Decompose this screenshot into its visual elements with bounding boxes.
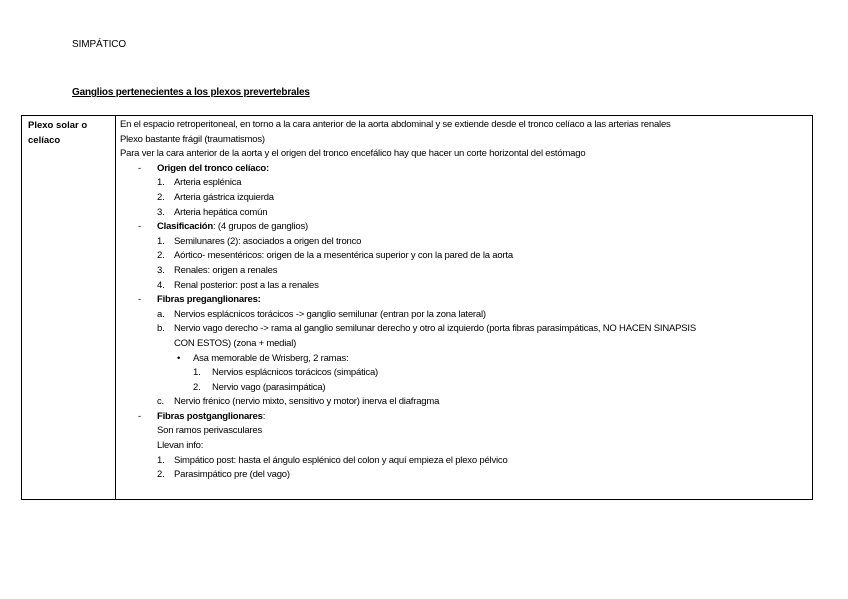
- list-letter: b.: [157, 323, 165, 335]
- list-item: [120, 206, 810, 221]
- paragraph-line: Son ramos perivasculares: [157, 425, 263, 437]
- list-item: [120, 468, 810, 483]
- list-item: [120, 191, 810, 206]
- origen-heading-line: [120, 162, 810, 177]
- postganglionares-heading: Fibras postganglionares: [157, 410, 263, 422]
- list-letter: c.: [157, 396, 164, 408]
- document-title: SIMPÁTICO: [72, 39, 127, 50]
- dash-marker: -: [138, 221, 141, 233]
- intro-line-3: Para ver la cara anterior de la aorta y el origen del tronco encefálico hay que hacer un corte horizontal del estómago: [120, 148, 586, 160]
- list-item-b: [120, 322, 810, 337]
- list-text: Aórtico- mesentéricos: origen de la a mesentérica superior y con la pared de la aorta: [174, 250, 513, 262]
- list-item: [120, 454, 810, 469]
- list-number: 2.: [157, 469, 165, 481]
- list-text: Semilunares (2): asociados a origen del tronco: [174, 235, 362, 247]
- list-number: 1.: [157, 454, 165, 466]
- list-text: Renal posterior: post a las a renales: [174, 279, 319, 291]
- section-subtitle: Ganglios pertenecientes a los plexos prevertebrales: [72, 87, 310, 98]
- preganglionares-heading-line: [120, 293, 810, 308]
- list-number: 4.: [157, 279, 165, 291]
- dash-marker: -: [138, 162, 141, 174]
- clasificacion-heading: Clasificación: [157, 221, 214, 233]
- list-number: 3.: [157, 264, 165, 276]
- list-item: [120, 264, 810, 279]
- clasificacion-heading-line: [120, 220, 810, 235]
- sub-list-item: [120, 366, 810, 381]
- dash-marker: -: [138, 410, 141, 422]
- list-number: 2.: [157, 191, 165, 203]
- list-text: Arteria esplénica: [174, 177, 242, 189]
- list-text: Parasimpático pre (del vago): [174, 469, 290, 481]
- bullet-text: Asa memorable de Wrisberg, 2 ramas:: [193, 352, 349, 364]
- row-header-line-2: celíaco: [28, 135, 61, 146]
- list-text: Nervio vago derecho -> rama al ganglio semilunar derecho y otro al izquierdo (porta fibras parasimpáticas, NO HACEN SINAPSIS: [174, 323, 696, 335]
- list-number: 1.: [157, 235, 165, 247]
- list-item: [120, 235, 810, 250]
- list-text: Nervios esplácnicos torácicos -> ganglio semilunar (entran por la zona lateral): [174, 308, 486, 320]
- list-text: Nervio frénico (nervio mixto, sensitivo y motor) inerva el diafragma: [174, 396, 440, 408]
- list-text: Arteria hepática común: [174, 206, 268, 218]
- list-item-a: [120, 308, 810, 323]
- list-item-b-continued: [120, 337, 810, 352]
- row-header-cell: [28, 118, 113, 148]
- clasificacion-heading-rest: : (4 grupos de ganglios): [213, 221, 309, 233]
- origen-heading: Origen del tronco celíaco:: [157, 162, 269, 174]
- paragraph-line: Llevan info:: [157, 440, 204, 452]
- list-number: 2.: [157, 250, 165, 262]
- row-header-line-1: Plexo solar o: [28, 120, 88, 131]
- list-text: Simpático post: hasta el ángulo esplénico del colon y aquí empieza el plexo pélvico: [174, 454, 508, 466]
- list-item: [120, 176, 810, 191]
- preganglionares-heading: Fibras preganglionares:: [157, 294, 261, 306]
- row-content-cell: [120, 118, 810, 483]
- list-text: Renales: origen a renales: [174, 264, 278, 276]
- list-text: Nervio vago (parasimpática): [212, 381, 326, 393]
- bullet-marker: •: [177, 352, 181, 364]
- list-number: 2.: [193, 381, 201, 393]
- list-text: Arteria gástrica izquierda: [174, 191, 274, 203]
- list-number: 1.: [193, 367, 201, 379]
- list-item: [120, 279, 810, 294]
- list-text: Nervios esplácnicos torácicos (simpática): [212, 367, 379, 379]
- dash-marker: -: [138, 294, 141, 306]
- list-number: 3.: [157, 206, 165, 218]
- intro-line-2: Plexo bastante frágil (traumatismos): [120, 133, 265, 145]
- postganglionares-heading-rest: :: [262, 410, 266, 422]
- list-number: 1.: [157, 177, 165, 189]
- content-table: [21, 115, 813, 500]
- list-letter: a.: [157, 308, 165, 320]
- column-divider: [115, 116, 116, 499]
- list-text: CON ESTOS) (zona + medial): [174, 337, 297, 349]
- list-item: [120, 249, 810, 264]
- sub-list-item: [120, 381, 810, 396]
- intro-line-1: En el espacio retroperitoneal, en torno a la cara anterior de la aorta abdominal y se extiende desde el tronco celíaco a las arterias renales: [120, 119, 671, 130]
- bullet-item: [120, 352, 810, 367]
- postganglionares-heading-line: [120, 410, 810, 425]
- list-item-c: [120, 395, 810, 410]
